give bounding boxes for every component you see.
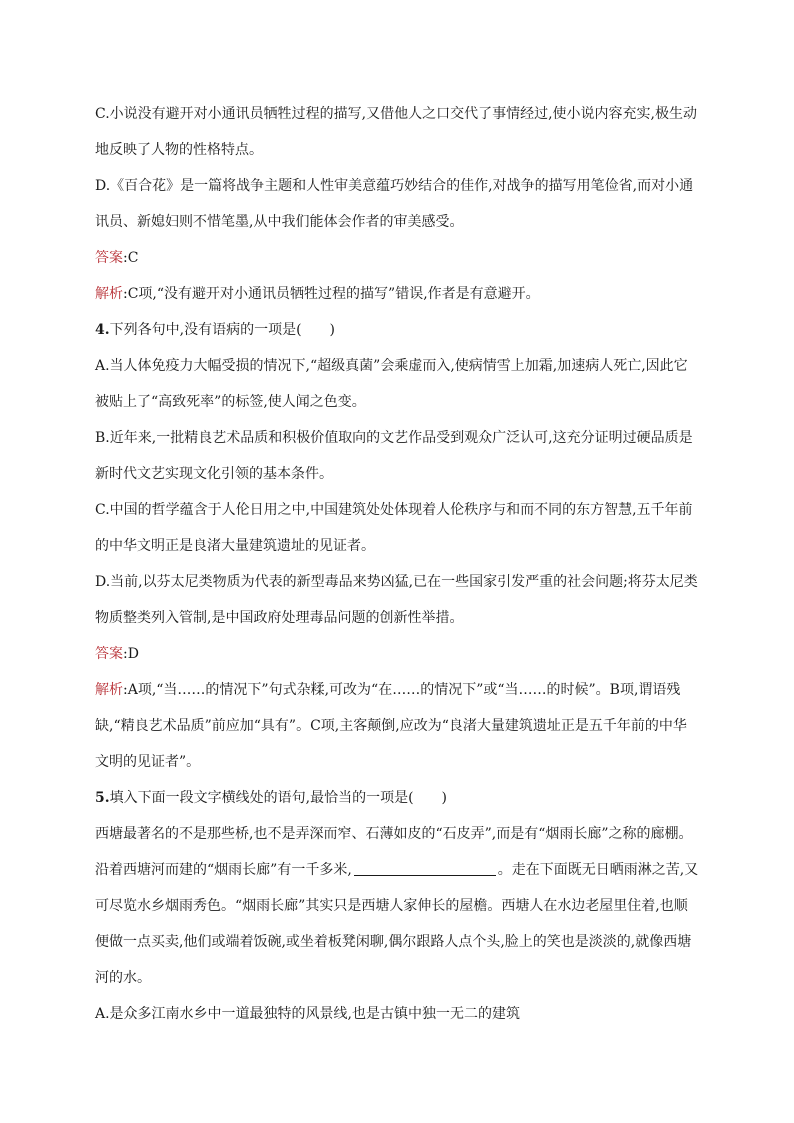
analysis-4 (95, 672, 700, 780)
document-page (95, 96, 700, 1032)
analysis-text: :A项,“当……的情况下”句式杂糅,可改为“在……的情况下”或“当……的时候”。B项,谓语残缺,“精良艺术品质”前应加“具有”。C项,主客颠倒,应改为“良渚大量建筑遗址正是五千年前的中华文明的见证者”。 (95, 682, 687, 770)
question-stem: 下列各句中,没有语病的一项是( ) (109, 322, 335, 338)
analysis-label: 解析 (95, 682, 123, 698)
question-4 (95, 312, 700, 348)
question-number: 4. (95, 322, 110, 338)
passage-after-blank: 。走在下面既无日晒雨淋之苦,又可尽览水乡烟雨秀色。“烟雨长廊”其实只是西塘人家伸长的屋檐。西塘人在水边老屋里住着,也顺便做一点买卖,他们或端着饭碗,或坐着板凳闲聊,偶尔跟路人点个头,脸上的笑也是淡淡的,就像西塘河的水。 (95, 862, 699, 986)
q5-option-a: A.是众多江南水乡中一道最独特的风景线,也是古镇中独一无二的建筑 (95, 1006, 521, 1022)
q4-option-d: D.当前,以芬太尼类物质为代表的新型毒品来势凶猛,已在一些国家引发严重的社会问题;将芬太尼类物质整类列入管制,是中国政府处理毒品问题的创新性举措。 (95, 574, 698, 626)
q5-passage (95, 816, 700, 996)
option-c: C.小说没有避开对小通讯员牺牲过程的描写,又借他人之口交代了事情经过,使小说内容充实,极生动地反映了人物的性格特点。 (95, 106, 698, 158)
answer-label: 答案 (95, 646, 123, 662)
q4-option-c: C.中国的哲学蕴含于人伦日用之中,中国建筑处处体现着人伦秩序与和而不同的东方智慧,五千年前的中华文明正是良渚大量建筑遗址的见证者。 (95, 502, 693, 554)
option-d: D.《百合花》是一篇将战争主题和人性审美意蕴巧妙结合的佳作,对战争的描写用笔俭省,而对小通讯员、新媳妇则不惜笔墨,从中我们能体会作者的审美感受。 (95, 178, 694, 230)
answer-label: 答案 (95, 250, 123, 266)
question-stem: 填入下面一段文字横线处的语句,最恰当的一项是( ) (109, 790, 447, 806)
analysis-text: :C项,“没有避开对小通讯员牺牲过程的描写”错误,作者是有意避开。 (123, 286, 540, 302)
answer-value: :C (123, 250, 139, 266)
analysis-3 (95, 276, 700, 312)
fill-blank-line (354, 861, 496, 876)
q4-option-b: B.近年来,一批精良艺术品质和积极价值取向的文艺作品受到观众广泛认可,这充分证明过硬品质是新时代文艺实现文化引领的基本条件。 (95, 430, 693, 482)
answer-4 (95, 636, 700, 672)
question-5 (95, 780, 700, 816)
answer-3 (95, 240, 700, 276)
passage-before-blank: 西塘最著名的不是那些桥,也不是弄深而窄、石薄如皮的“石皮弄”,而是有“烟雨长廊”之称的廊棚。沿着西塘河而建的“烟雨长廊”有一千多米, (95, 826, 693, 878)
q4-option-a: A.当人体免疫力大幅受损的情况下,“超级真菌”会乘虚而入,使病情雪上加霜,加速病人死亡,因此它被贴上了“高致死率”的标签,使人闻之色变。 (95, 358, 688, 410)
question-number: 5. (95, 790, 110, 806)
answer-value: :D (123, 646, 139, 662)
analysis-label: 解析 (95, 286, 123, 302)
